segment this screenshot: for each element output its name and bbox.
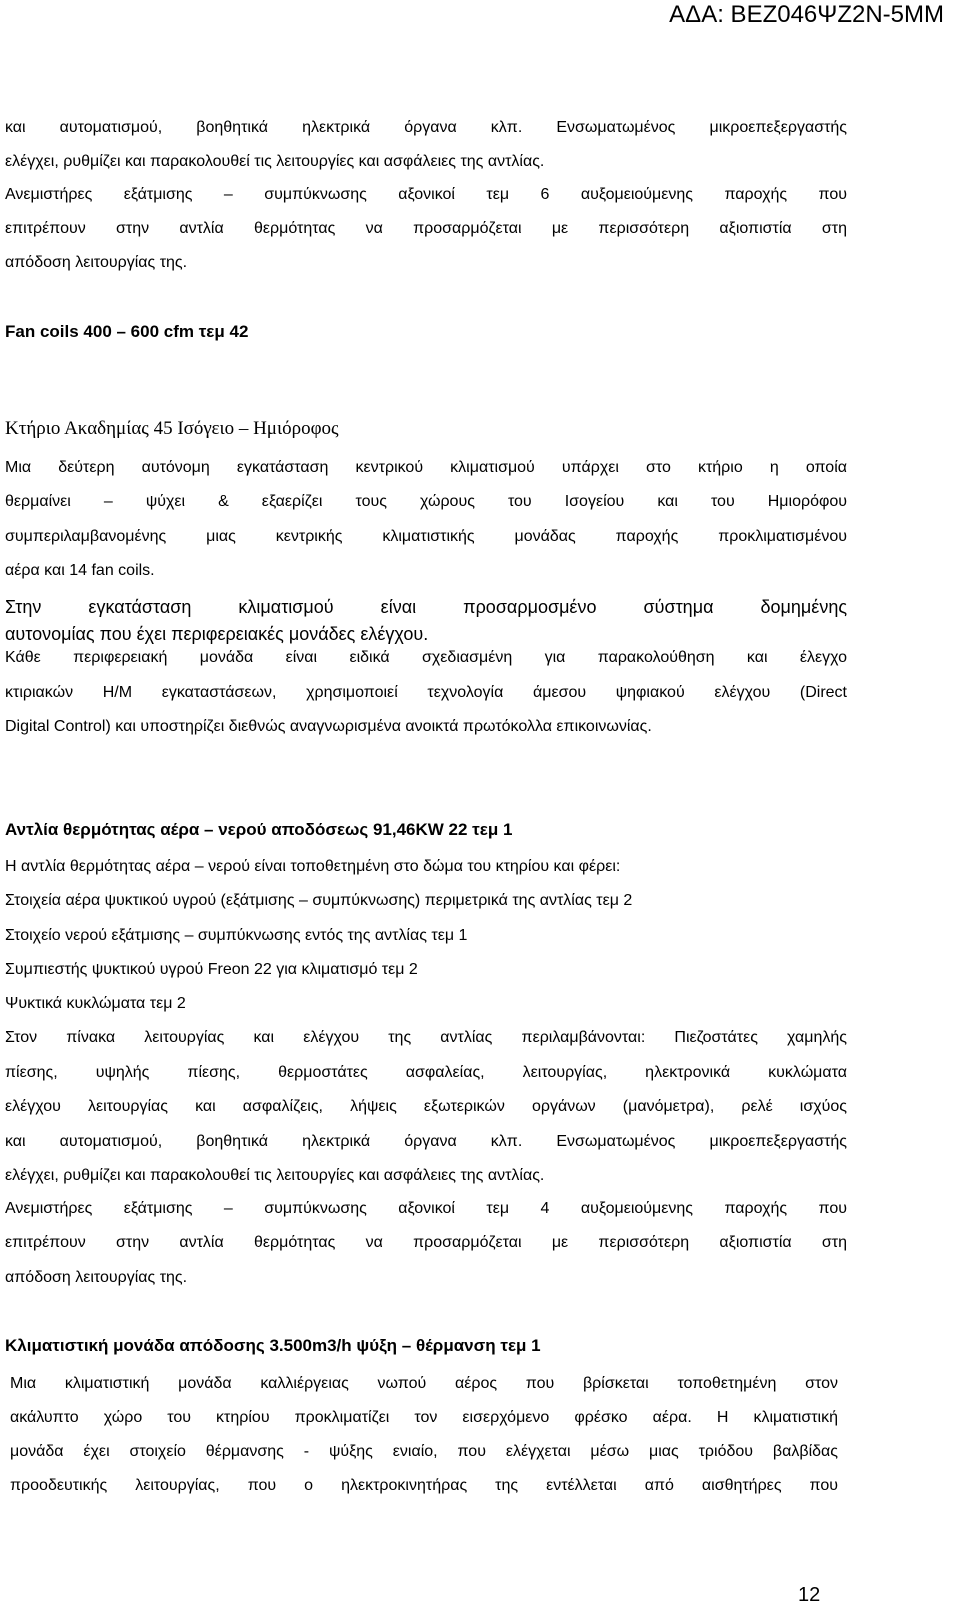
section-heading: Fan coils 400 – 600 cfm τεμ 42 (5, 322, 249, 341)
text-line: Η αντλία θερμότητας αέρα – νερού είναι τοποθετημένη στο δώμα του κτηρίου και φέρει: (5, 858, 621, 875)
text-line: επιτρέπουν στην αντλία θερμότητας να προσαρμόζεται με περισσότερη αξιοπιστία στη (5, 1234, 847, 1251)
text-line: ελέγχει, ρυθμίζει και παρακολουθεί τις λειτουργίες και ασφάλειες της αντλίας. (5, 1167, 545, 1184)
text-line: και αυτοματισμού, βοηθητικά ηλεκτρικά όργανα κλπ. Ενσωματωμένος μικροεπεξεργαστής (5, 1133, 847, 1150)
text-line: Μια κλιματιστική μονάδα καλλιέργειας νωπού αέρος που βρίσκεται τοποθετημένη στον (10, 1375, 838, 1392)
ada-code: ΑΔΑ: ΒΕΖ046ΨΖ2Ν-5ΜΜ (669, 1, 944, 28)
text-line: Κάθε περιφερειακή μονάδα είναι ειδικά σχεδιασμένη για παρακολούθηση και έλεγχο (5, 649, 847, 666)
text-line: Digital Control) και υποστηρίζει διεθνώς αναγνωρισμένα ανοικτά πρωτόκολλα επικοινωνίας. (5, 718, 652, 735)
text-line: κτιριακών Η/Μ εγκαταστάσεων, χρησιμοποιεί τεχνολογία άμεσου ψηφιακού ελέγχου (Direct (5, 684, 847, 701)
text-line: Ψυκτικά κυκλώματα τεμ 2 (5, 995, 186, 1012)
text-line: Στοιχεία αέρα ψυκτικού υγρού (εξάτμισης – συμπύκνωσης) περιμετρικά της αντλίας τεμ 2 (5, 892, 633, 909)
text-line: Ανεμιστήρες εξάτμισης – συμπύκνωσης αξονικοί τεμ 4 αυξομειούμενης παροχής που (5, 1200, 847, 1217)
text-line: απόδοση λειτουργίας της. (5, 254, 188, 271)
text-line: Ανεμιστήρες εξάτμισης – συμπύκνωσης αξονικοί τεμ 6 αυξομειούμενης παροχής που (5, 186, 847, 203)
text-line: θερμαίνει – ψύχει & εξαερίζει τους χώρους του Ισογείου και του Ημιορόφου (5, 493, 847, 510)
text-line: αυτονομίας που έχει περιφερειακές μονάδες ελέγχου. (5, 624, 429, 644)
text-line: ακάλυπτο χώρο του κτηρίου προκλιματίζει τον εισερχόμενο φρέσκο αέρα. Η κλιματιστική (10, 1409, 838, 1426)
page-number: 12 (798, 1584, 821, 1606)
text-line: ελέγχει, ρυθμίζει και παρακολουθεί τις λειτουργίες και ασφάλειες της αντλίας. (5, 153, 545, 170)
text-line: και αυτοματισμού, βοηθητικά ηλεκτρικά όργανα κλπ. Ενσωματωμένος μικροεπεξεργαστής (5, 119, 847, 136)
text-line: Συμπιεστής ψυκτικού υγρού Freon 22 για κλιματισμό τεμ 2 (5, 961, 418, 978)
text-line: προοδευτικής λειτουργίας, που ο ηλεκτροκινητήρας της εντέλλεται από αισθητήρες που (10, 1477, 838, 1494)
section-heading: Αντλία θερμότητας αέρα – νερού αποδόσεως 91,46KW 22 τεμ 1 (5, 820, 513, 839)
section-heading: Κτήριο Ακαδημίας 45 Ισόγειο – Ημιόροφος (5, 418, 339, 439)
text-line: Στον πίνακα λειτουργίας και ελέγχου της αντλίας περιλαμβάνονται: Πιεζοστάτες χαμηλής (5, 1029, 847, 1046)
text-line: πίεσης, υψηλής πίεσης, θερμοστάτες ασφαλείας, λειτουργίας, ηλεκτρονικά κυκλώματα (5, 1064, 847, 1081)
text-line: Μια δεύτερη αυτόνομη εγκατάσταση κεντρικού κλιματισμού υπάρχει στο κτήριο η οποία (5, 459, 847, 476)
text-line: αέρα και 14 fan coils. (5, 562, 155, 579)
text-line: μονάδα έχει στοιχείο θέρμανσης - ψύξης ενιαίο, που ελέγχεται μέσω μιας τριόδου βαλβίδας (10, 1443, 838, 1460)
section-heading: Κλιματιστική μονάδα απόδοσης 3.500m3/h ψύξη – θέρμανση τεμ 1 (5, 1336, 541, 1355)
text-line: Στην εγκατάσταση κλιματισμού είναι προσαρμοσμένο σύστημα δομημένης (5, 597, 847, 617)
text-line: απόδοση λειτουργίας της. (5, 1269, 188, 1286)
text-line: ελέγχου λειτουργίας και ασφαλίζεις, λήψεις εξωτερικών οργάνων (μανόμετρα), ρελέ ισχύος (5, 1098, 847, 1115)
text-line: επιτρέπουν στην αντλία θερμότητας να προσαρμόζεται με περισσότερη αξιοπιστία στη (5, 220, 847, 237)
text-line: συμπεριλαμβανομένης μιας κεντρικής κλιματιστικής μονάδας παροχής προκλιματισμένου (5, 528, 847, 545)
text-line: Στοιχείο νερού εξάτμισης – συμπύκνωσης εντός της αντλίας τεμ 1 (5, 927, 468, 944)
